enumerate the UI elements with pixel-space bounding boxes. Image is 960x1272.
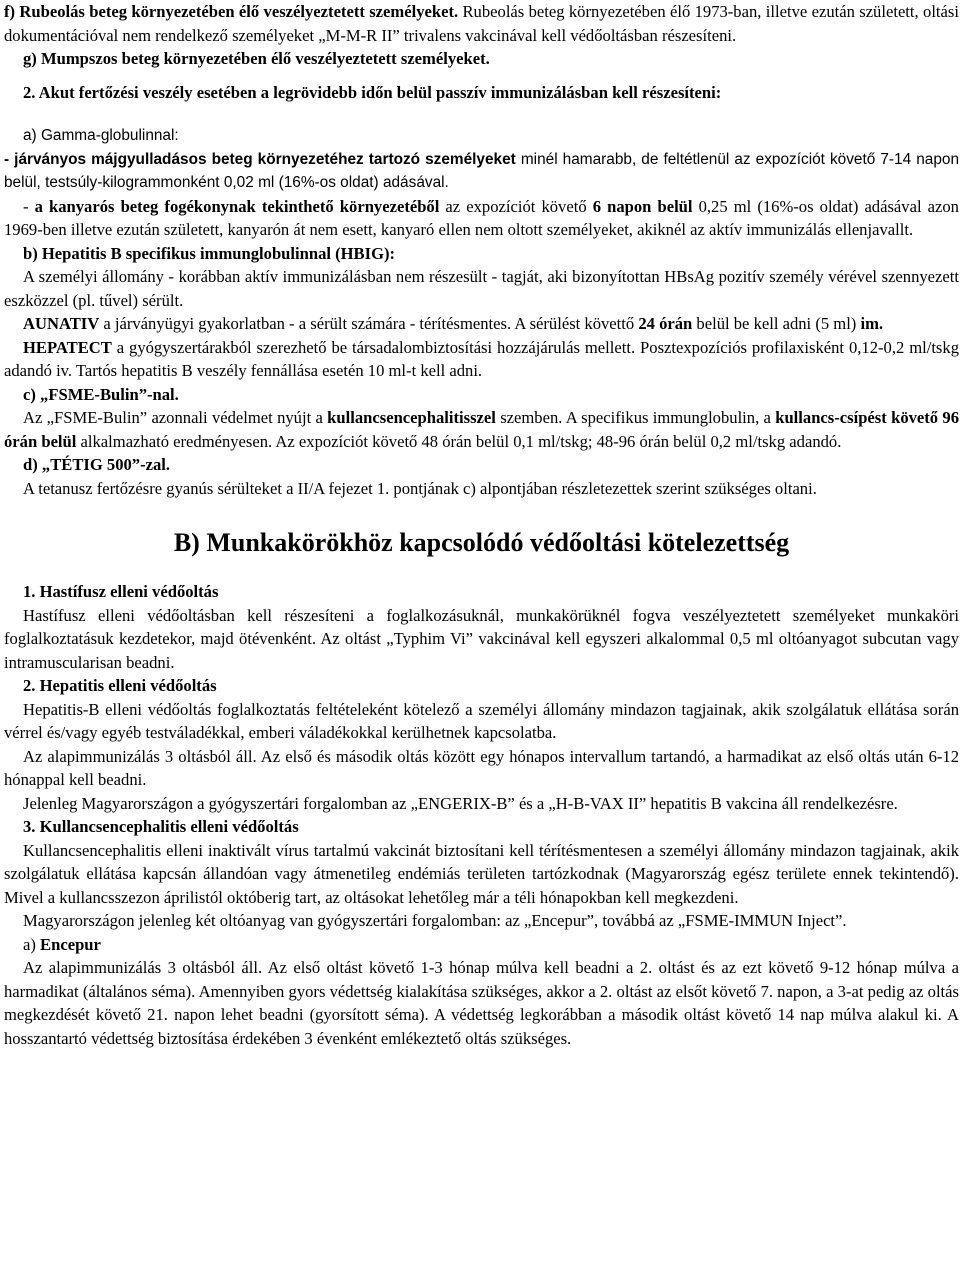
fsme-bulin-title: c) „FSME-Bulin”-nal. <box>23 384 179 404</box>
tetig-title: d) „TÉTIG 500”-zal. <box>23 455 171 474</box>
section-f-lead: f) Rubeolás beteg környezetében élő veszélyeztetett személyeket. <box>4 2 459 21</box>
hepatitis-text-1: Hepatitis-B elleni védőoltás foglalkoztatás feltételeként kötelező a személyi állomány mindazon tagjainak, akik szolgálatuk ellátása során vérrel és/vagy egyéb testváladékkal, emberi váladékokkal kerülhetnek kapcsolatba. <box>4 699 959 742</box>
section-f-paragraph <box>4 0 959 47</box>
typhoid-heading: 1. Hastífusz elleni védőoltás <box>23 582 219 601</box>
fsme-bulin-text: Az „FSME-Bulin” azonnali védelmet nyújt a kullancsencephalitisszel szemben. A specifikus immunglobulin, a kullancs-csípést követő 96 órán belül alkalmazható eredményesen. Az expozíciót követő 48 órán belül 0,1 ml/tskg; 48-96 órán belül 0,2 ml/tskg adandó. <box>4 408 959 451</box>
encepur-title: a) Encepur <box>23 934 101 954</box>
section-2-heading: 2. Akut fertőzési veszély esetében a legrövidebb időn belül passzív immunizálásban kell részesíteni: <box>23 82 722 102</box>
hepatitis-text-3: Jelenleg Magyarországon a gyógyszertári forgalomban az „ENGERIX-B” és a „H-B-VAX II” hepatitis B vakcina áll rendelkezésre. <box>23 793 898 813</box>
gamma-item-2: - a kanyarós beteg fogékonynak tekinthető környezetéből az expozíciót követő 6 napon belül 0,25 ml (16%-os oldat) adásával azon 1969-ben illetve ezután született, kanyarón át nem esett, kanyaró ellen nem oltott személyeket, akiknél az aktív immunizálás ellenjavallt. <box>4 196 959 239</box>
tick-encephalitis-text-1: Kullancsencephalitis elleni inaktivált vírus tartalmú vakcinát biztosítani kell térítésmentesen a személyi állomány mindazon tagjainak, akik szolgálatuk ellátása kapcsán állandóan vagy átmenetileg endémiás területen tartózkodnak (Magyarország egész területe ennek tekintendő). Mivel a kullancsszezon áprilistól októberig tart, az oltásokat lehetőleg már a téli hónapokban kell megkezdeni. <box>4 840 959 907</box>
hepatitis-heading: 2. Hepatitis elleni védőoltás <box>23 676 217 695</box>
hepatect-paragraph: HEPATECT a gyógyszertárakból szerezhető be társadalombiztosítási hozzájárulás mellett. Posztexpozíciós profilaxisként 0,12-0,2 ml/tskg adandó iv. Tartós hepatitis B veszély fennállása esetén 10 ml-t kell adni. <box>4 337 959 380</box>
section-2-sans-block <box>4 124 959 195</box>
hbig-title: b) Hepatitis B specifikus immunglobulinnal (HBIG): <box>23 243 396 263</box>
document-page <box>4 0 959 1050</box>
encepur-text: Az alapimmunizálás 3 oltásból áll. Az első oltást követő 1-3 hónap múlva kell beadni a 2. oltást és az ezt követő 9-12 hónap múlva a harmadikat (általános séma). Amennyiben gyors védettség kialakítása szükséges, akkor a 2. oltást az elsőt követő 7. napon, a 3-at pedig az oltás megkezdését követő 21. napon lehet beadni (gyorsított séma). A védettség legkorábban a második oltást követő 14 nap múlva alakul ki. A hosszantartó védettség biztosítása érdekében 3 évenként emlékeztető oltás szükséges. <box>4 958 959 1048</box>
tick-encephalitis-heading: 3. Kullancsencephalitis elleni védőoltás <box>23 817 299 836</box>
section-f-text: Rubeolás beteg környezetében élő 1973-ban, illetve ezután született, oltási dokumentációval nem rendelkező személyeket „M-M-R II” trivalens vakcinával kell védőoltásban részesíteni. <box>4 2 959 45</box>
section-g-heading: g) Mumpszos beteg környezetében élő veszélyeztetett személyeket. <box>23 49 490 68</box>
tetig-text: A tetanusz fertőzésre gyanús sérülteket a II/A fejezet 1. pontjának c) alpontjában részletezettek szerint szükséges oltani. <box>23 478 817 498</box>
gamma-globulin-title: a) Gamma-globulinnal: <box>23 127 179 144</box>
typhoid-text: Hastífusz elleni védőoltásban kell részesíteni a foglalkozásuknál, munkakörüknél fogva veszélyeztetett személyeket munkaköri foglalkoztatásuk kezdetekor, majd ötévenként. Az oltást „Typhim Vi” vakcinával kell egyszeri alkalommal 0,5 ml oltóanyagot subcutan vagy intramuscularisan beadni. <box>4 605 959 672</box>
tick-encephalitis-text-2: Magyarországon jelenleg két oltóanyag van gyógyszertári forgalomban: az „Encepur”, továbbá az „FSME-IMMUN Inject”. <box>23 911 847 930</box>
hepatitis-text-2: Az alapimmunizálás 3 oltásból áll. Az első és második oltás között egy hónapos intervallum tartandó, a harmadikat az első oltás után 6-12 hónappal kell beadni. <box>4 746 959 789</box>
hbig-text: A személyi állomány - korábban aktív immunizálásban nem részesült - tagját, aki bizonyítottan HBsAg pozitív személy vérével szennyezett eszközzel (pl. tűvel) sérült. <box>4 267 959 310</box>
aunativ-paragraph: AUNATIV a járványügyi gyakorlatban - a sérült számára - térítésmentes. A sérülést követtő 24 órán belül be kell adni (5 ml) im. <box>23 314 884 333</box>
section-b-title: B) Munkakörökhöz kapcsolódó védőoltási kötelezettség <box>173 528 790 557</box>
gamma-item-1: - járványos májgyulladásos beteg környezetéhez tartozó személyeket minél hamarabb, de feltétlenül az expozíciót követő 7-14 napon belül, testsúly-kilogrammonként 0,02 ml (16%-os oldat) adásával. <box>4 150 960 191</box>
